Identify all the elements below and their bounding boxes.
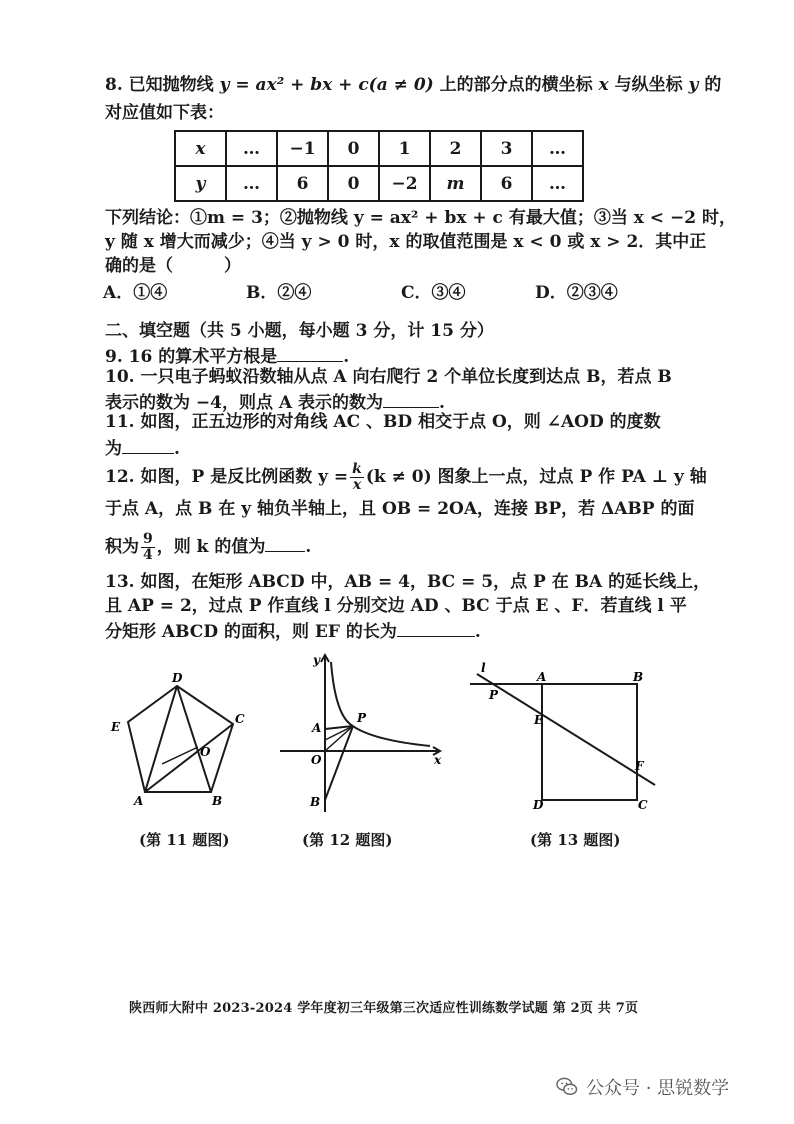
label-d: D <box>533 798 544 812</box>
label-b: B <box>212 794 223 808</box>
q8-conclusion-line2: y 随 x 增大而减少；④当 y > 0 时，x 的取值范围是 x < 0 或 x > 2．其中正 <box>105 232 707 252</box>
option-c: C．③④ <box>401 283 466 303</box>
label-c: C <box>235 712 245 726</box>
q10-text: 表示的数为 −4，则点 A 表示的数为 <box>105 393 384 413</box>
table-cell: 6 <box>481 166 532 201</box>
q8-conclusion-line1: 下列结论：①m = 3；②抛物线 y = ax² + bx + c 有最大值；③当 x < −2 时， <box>105 208 736 228</box>
watermark-text: 公众号 · 思锐数学 <box>586 1078 730 1099</box>
label-y: y <box>313 653 320 667</box>
diagonal-ac <box>145 724 233 792</box>
label-e: E <box>111 720 121 734</box>
table-cell: x <box>175 131 226 166</box>
table-cell: 1 <box>379 131 430 166</box>
q12-line1 <box>105 462 707 493</box>
option-a: A．①④ <box>103 283 168 303</box>
q9-blank <box>277 343 343 362</box>
table-cell: … <box>532 166 583 201</box>
page-footer: 陕西师大附中 2023-2024 学年度初三年级第三次适应性训练数学试题 第 2页 共 7页 <box>129 1001 639 1016</box>
q8-text-end: 的 <box>704 75 722 95</box>
q11-blank <box>122 435 174 454</box>
q12-line2: 于点 A，点 B 在 y 轴负半轴上，且 OB = 2OA，连接 BP，若 ΔABP 的面 <box>105 499 695 519</box>
value-table <box>174 130 584 202</box>
label-a: A <box>312 721 322 735</box>
q12-fraction-kx <box>350 462 364 493</box>
label-e: E <box>534 713 544 727</box>
q10-end: . <box>439 393 445 413</box>
q8-text: 上的部分点的横坐标 <box>439 75 593 95</box>
label-l: l <box>481 661 486 675</box>
table-cell: 6 <box>277 166 328 201</box>
pentagon-outline <box>128 686 233 792</box>
caption-fig13: (第 13 题图) <box>530 831 621 849</box>
wechat-icon <box>556 1077 578 1097</box>
q11-text: 为 <box>105 439 122 459</box>
q8-var-y: y <box>688 75 699 95</box>
q10-blank <box>383 389 439 408</box>
section-heading: 二、填空题（共 5 小题，每小题 3 分，计 15 分） <box>105 321 494 341</box>
label-o: O <box>200 745 211 759</box>
table-cell: 0 <box>328 131 379 166</box>
hyperbola-curve <box>331 662 430 746</box>
table-cell: 2 <box>430 131 481 166</box>
table-row-y <box>175 166 583 201</box>
label-f: F <box>635 759 644 773</box>
option-d: D．②③④ <box>535 283 618 303</box>
q8-text-mid: 与纵坐标 <box>614 75 683 95</box>
label-d: D <box>172 671 183 685</box>
q12-text-c: 积为 <box>105 537 139 557</box>
rectangle-abcd <box>542 684 637 800</box>
q13-text: 分矩形 ABCD 的面积，则 EF 的长为 <box>105 622 397 642</box>
table-cell: … <box>226 131 277 166</box>
label-x: x <box>434 753 442 767</box>
q10-line1: 10. 一只电子蚂蚁沿数轴从点 A 向右爬行 2 个单位长度到达点 B，若点 B <box>105 367 672 387</box>
q12-blank <box>265 533 305 552</box>
q8-line1 <box>105 74 721 96</box>
line-l <box>477 674 655 785</box>
label-a: A <box>537 670 547 684</box>
q13-line2: 且 AP = 2，过点 P 作直线 l 分别交边 AD 、BC 于点 E 、F．若直线 l 平 <box>105 596 687 616</box>
label-c: C <box>638 798 648 812</box>
q9-text: 9. 16 的算术平方根是 <box>105 347 278 367</box>
frac-numerator: 9 <box>143 531 153 547</box>
caption-fig12: (第 12 题图) <box>302 831 393 849</box>
q12-line3 <box>105 532 311 563</box>
q9-end: . <box>343 347 350 367</box>
diagonal-bd <box>177 686 211 792</box>
q11-end: . <box>174 439 180 459</box>
q8-line2: 对应值如下表： <box>105 103 224 123</box>
table-cell: y <box>175 166 226 201</box>
table-cell: −2 <box>379 166 430 201</box>
q13-line3 <box>105 618 481 643</box>
figure-13-rectangle <box>465 658 665 818</box>
frac-numerator: k <box>352 461 362 477</box>
table-cell: 3 <box>481 131 532 166</box>
table-row-x <box>175 131 583 166</box>
table-cell: … <box>226 166 277 201</box>
label-b: B <box>633 670 644 684</box>
q12-text-b: (k ≠ 0) 图象上一点，过点 P 作 PA ⊥ y 轴 <box>365 467 707 487</box>
q12-fraction-area <box>141 532 155 563</box>
q13-line1: 13. 如图，在矩形 ABCD 中，AB = 4，BC = 5，点 P 在 BA 的延长线上， <box>105 572 711 592</box>
table-cell: 0 <box>328 166 379 201</box>
label-a: A <box>134 794 144 808</box>
figure-11-pentagon <box>104 668 254 813</box>
table-cell: m <box>430 166 481 201</box>
label-p: P <box>357 711 367 725</box>
q9 <box>105 343 349 368</box>
wechat-watermark <box>556 1074 729 1100</box>
q13-end: . <box>474 622 481 642</box>
q12-end: . <box>305 537 312 557</box>
option-b: B．②④ <box>246 283 312 303</box>
table-cell: … <box>532 131 583 166</box>
q8-equation: y = ax² + bx + c(a ≠ 0) <box>219 75 434 95</box>
q8-conclusion-line3: 确的是（ ） <box>105 256 241 276</box>
label-p: P <box>489 688 499 702</box>
label-o: O <box>311 753 322 767</box>
q12-text-d: ，则 k 的值为 <box>156 537 266 557</box>
q8-number: 8. 已知抛物线 <box>105 75 214 95</box>
q12-text: 12. 如图，P 是反比例函数 y = <box>105 467 349 487</box>
segment-ad <box>145 686 177 792</box>
q11-line1: 11. 如图，正五边形的对角线 AC 、BD 相交于点 O，则 ∠AOD 的度数 <box>105 412 661 432</box>
frac-denominator: x <box>352 477 362 493</box>
caption-fig11: (第 11 题图) <box>139 831 230 849</box>
label-b: B <box>310 795 321 809</box>
q13-blank <box>397 618 475 637</box>
figure-12-hyperbola <box>270 652 450 822</box>
q11-line2 <box>105 435 180 460</box>
q8-var-x: x <box>598 75 609 95</box>
table-cell: −1 <box>277 131 328 166</box>
frac-denominator: 4 <box>143 547 153 563</box>
